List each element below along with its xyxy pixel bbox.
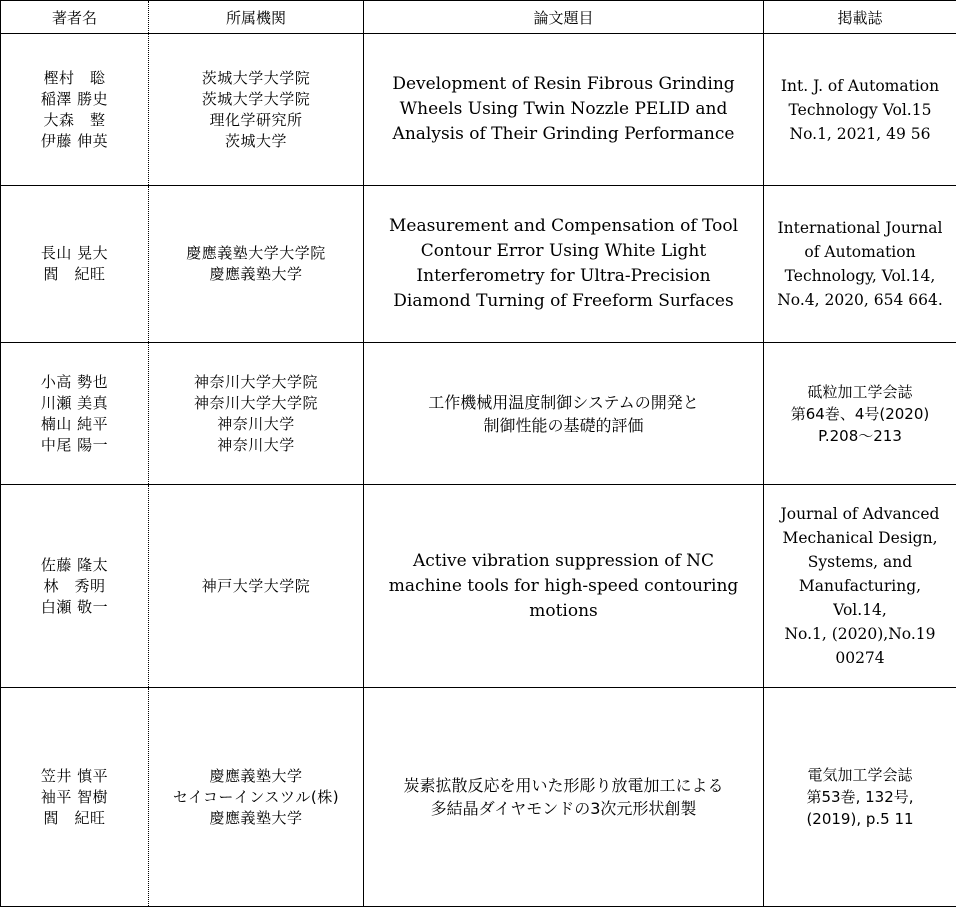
journal-line: 00274 xyxy=(767,646,953,670)
affiliation-name: 慶應義塾大学 xyxy=(149,264,363,285)
journal-header: 掲載誌 xyxy=(764,1,956,34)
affiliation-name: 神奈川大学 xyxy=(149,414,363,435)
journal-line: No.1, (2020),No.19 xyxy=(767,622,953,646)
affiliation-name: 神戸大学大学院 xyxy=(149,576,363,597)
journal-line: Technology, Vol.14, xyxy=(767,264,953,288)
affiliation-name: 慶應義塾大学 xyxy=(149,808,363,829)
title-line: 炭素拡散反応を用いた形彫り放電加工による xyxy=(364,774,763,797)
title-line: 制御性能の基礎的評価 xyxy=(364,414,763,437)
author-name: 閻 紀旺 xyxy=(1,808,148,829)
authors-cell xyxy=(1,485,149,688)
table-row xyxy=(1,343,956,485)
author-name: 笠井 慎平 xyxy=(1,766,148,787)
journal-cell xyxy=(764,688,956,907)
affiliation-cell xyxy=(149,186,364,343)
affiliation-cell xyxy=(149,688,364,907)
title-header: 論文題目 xyxy=(364,1,764,34)
title-line: 工作機械用温度制御システムの開発と xyxy=(364,391,763,414)
journal-line: Int. J. of Automation xyxy=(767,74,953,98)
author-name: 大森 整 xyxy=(1,110,148,131)
journal-line: of Automation xyxy=(767,240,953,264)
affiliation-name: 神奈川大学 xyxy=(149,435,363,456)
title-line: 多結晶ダイヤモンドの3次元形状創製 xyxy=(364,797,763,820)
title-cell xyxy=(364,186,764,343)
authors-cell xyxy=(1,186,149,343)
table-row xyxy=(1,688,956,907)
journal-line: (2019), p.5 11 xyxy=(764,808,956,830)
title-cell xyxy=(364,485,764,688)
journal-line: Manufacturing, xyxy=(767,574,953,598)
author-name: 袖平 智樹 xyxy=(1,787,148,808)
author-name: 長山 晃大 xyxy=(1,243,148,264)
authors-cell xyxy=(1,688,149,907)
journal-cell xyxy=(764,34,956,186)
table-row xyxy=(1,186,956,343)
affiliation-cell xyxy=(149,34,364,186)
title-line: Interferometry for Ultra-Precision xyxy=(370,264,757,289)
title-line: machine tools for high-speed contouring xyxy=(370,574,757,599)
affiliation-name: 茨城大学大学院 xyxy=(149,89,363,110)
author-name: 佐藤 隆太 xyxy=(1,555,148,576)
affiliation-name: 慶應義塾大学 xyxy=(149,766,363,787)
authors-cell xyxy=(1,34,149,186)
table-row xyxy=(1,34,956,186)
author-name: 伊藤 伸英 xyxy=(1,131,148,152)
affiliation-name: 茨城大学 xyxy=(149,131,363,152)
journal-line: P.208～213 xyxy=(764,425,956,447)
journal-line: Technology Vol.15 xyxy=(767,98,953,122)
affiliation-name: セイコーインスツル(株) xyxy=(149,787,363,808)
affiliation-cell xyxy=(149,343,364,485)
title-line: Development of Resin Fibrous Grinding xyxy=(370,72,757,97)
author-name: 川瀬 美真 xyxy=(1,393,148,414)
affiliation-name: 慶應義塾大学大学院 xyxy=(149,243,363,264)
title-cell xyxy=(364,688,764,907)
table-row xyxy=(1,485,956,688)
journal-line: 電気加工学会誌 xyxy=(764,764,956,786)
affiliation-name: 神奈川大学大学院 xyxy=(149,393,363,414)
journal-line: Mechanical Design, xyxy=(767,526,953,550)
authors-cell xyxy=(1,343,149,485)
title-line: Diamond Turning of Freeform Surfaces xyxy=(370,289,757,314)
header-row xyxy=(1,1,956,34)
journal-line: Journal of Advanced xyxy=(767,502,953,526)
author-name: 林 秀明 xyxy=(1,576,148,597)
affiliation-name: 茨城大学大学院 xyxy=(149,68,363,89)
affiliation-cell xyxy=(149,485,364,688)
journal-line: No.1, 2021, 49 56 xyxy=(767,122,953,146)
title-line: Wheels Using Twin Nozzle PELID and xyxy=(370,97,757,122)
title-line: Contour Error Using White Light xyxy=(370,239,757,264)
author-name: 樫村 聡 xyxy=(1,68,148,89)
journal-cell xyxy=(764,343,956,485)
journal-line: Systems, and xyxy=(767,550,953,574)
author-name: 小高 勢也 xyxy=(1,372,148,393)
author-name: 稲澤 勝史 xyxy=(1,89,148,110)
title-cell xyxy=(364,34,764,186)
title-line: Active vibration suppression of NC xyxy=(370,549,757,574)
affiliation-name: 理化学研究所 xyxy=(149,110,363,131)
authors-header: 著者名 xyxy=(1,1,149,34)
title-line: motions xyxy=(370,599,757,624)
journal-line: International Journal xyxy=(767,216,953,240)
journal-line: 第64巻、4号(2020) xyxy=(764,403,956,425)
affiliation-header: 所属機関 xyxy=(149,1,364,34)
title-cell xyxy=(364,343,764,485)
journal-line: 砥粒加工学会誌 xyxy=(764,381,956,403)
author-name: 閻 紀旺 xyxy=(1,264,148,285)
journal-cell xyxy=(764,186,956,343)
journal-line: 第53巻, 132号, xyxy=(764,786,956,808)
author-name: 白瀬 敬一 xyxy=(1,597,148,618)
title-line: Analysis of Their Grinding Performance xyxy=(370,122,757,147)
author-name: 楠山 純平 xyxy=(1,414,148,435)
author-name: 中尾 陽一 xyxy=(1,435,148,456)
title-line: Measurement and Compensation of Tool xyxy=(370,214,757,239)
journal-line: Vol.14, xyxy=(767,598,953,622)
journal-line: No.4, 2020, 654 664. xyxy=(767,288,953,312)
journal-cell xyxy=(764,485,956,688)
affiliation-name: 神奈川大学大学院 xyxy=(149,372,363,393)
